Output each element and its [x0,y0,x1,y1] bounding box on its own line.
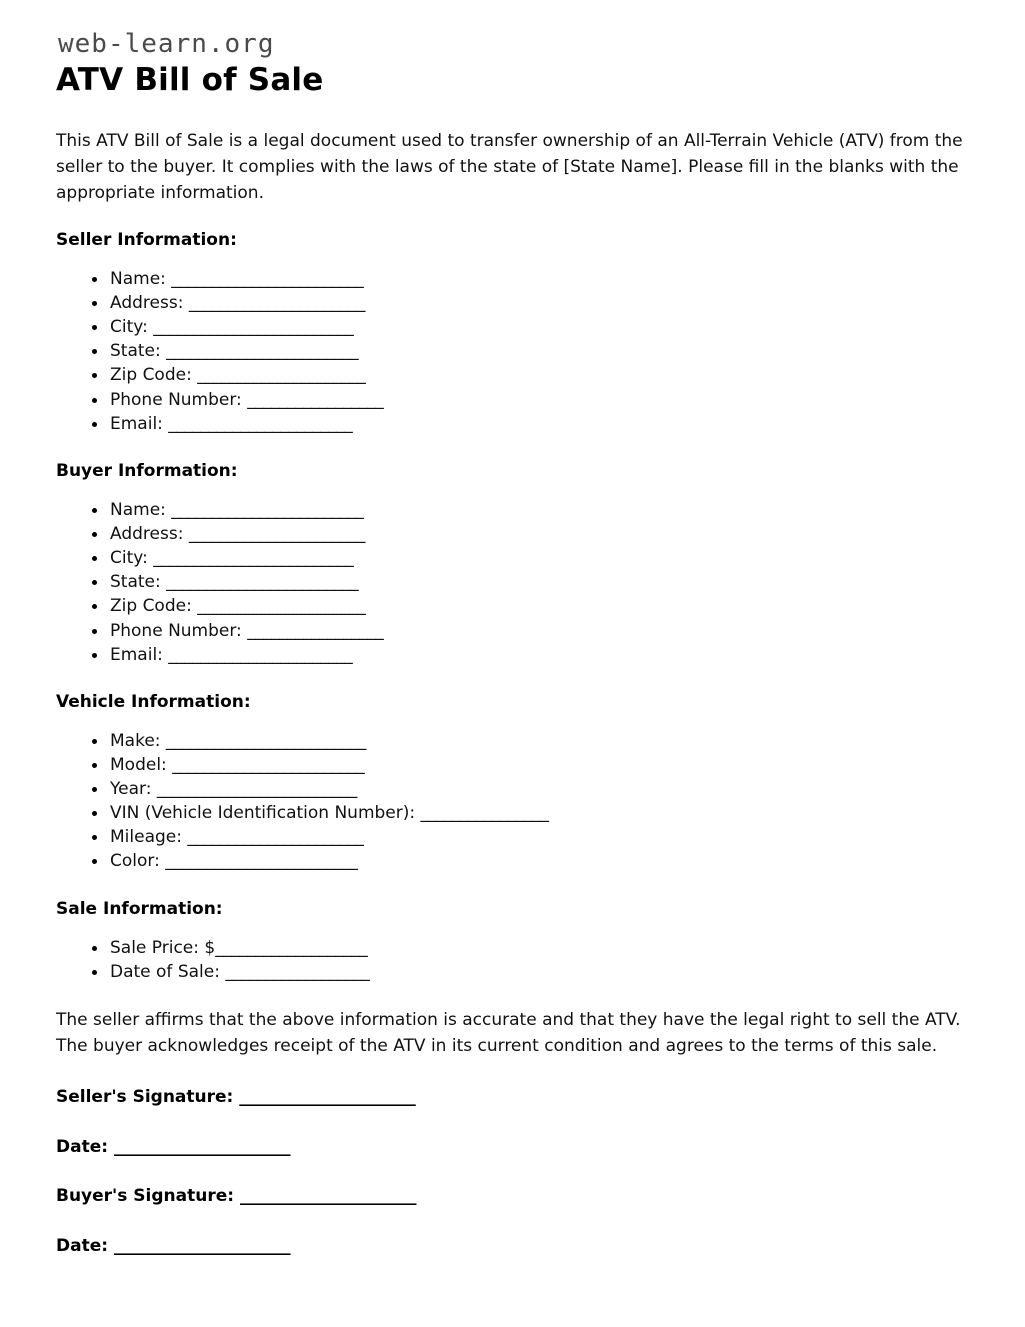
field-label: Email: [110,644,169,665]
field-blank[interactable]: ________________________ [172,754,365,775]
intro-paragraph: This ATV Bill of Sale is a legal document used to transfer ownership of an All-Terrain Vehicle (ATV) from the seller to the buyer. It complies with the laws of the state of [State Name]. Please fill in the blanks with the appropriate information. [56,131,963,203]
field-blank[interactable]: ___________________ [215,937,368,958]
field-blank[interactable]: ________________________ [171,268,364,289]
field-label: VIN (Vehicle Identification Number): [110,803,421,824]
seller-signature-blank[interactable]: ______________________ [239,1086,416,1107]
field-blank[interactable]: _________________ [247,620,384,641]
field-blank[interactable]: _________________________ [153,548,354,569]
field-blank[interactable]: _______________________ [168,644,353,665]
page-title: ATV Bill of Sale [56,61,324,98]
buyer-signature-label: Buyer's Signature: [56,1186,240,1207]
list-item [92,753,965,777]
field-blank[interactable]: _________________________ [156,779,357,800]
list-item [92,777,965,801]
field-blank[interactable]: _________________________ [165,730,366,751]
field-blank[interactable]: ______________________ [187,827,364,848]
closing-paragraph: The seller affirms that the above information is accurate and that they have the legal right to sell the ATV. The buyer acknowledges receipt of the ATV in its current condition and agrees to the terms of this sale. [56,1009,961,1056]
buyer-date-line [56,1235,965,1258]
buyer-date-label: Date: [56,1236,114,1257]
field-label: Address: [110,524,189,545]
field-list [56,936,965,984]
field-blank[interactable]: ______________________ [188,293,365,314]
field-blank[interactable]: ________________________ [166,341,359,362]
field-label: Zip Code: [110,365,198,386]
field-label: State: [110,572,167,593]
seller-date-label: Date: [56,1136,114,1157]
seller-signature-label: Seller's Signature: [56,1086,240,1107]
list-item [92,825,965,849]
field-label: Zip Code: [110,596,198,617]
field-blank[interactable]: ________________________ [165,851,358,872]
field-blank[interactable]: _____________________ [197,596,366,617]
field-blank[interactable]: _________________ [247,389,384,410]
field-blank[interactable]: _____________________ [197,365,366,386]
field-blank[interactable]: ________________ [420,803,549,824]
seller-signature-line [56,1086,965,1109]
sections-container [56,229,965,984]
list-item [92,388,965,412]
field-label: Mileage: [110,827,188,848]
field-list [56,498,965,667]
field-blank[interactable]: ______________________ [188,524,365,545]
field-label: City: [110,317,154,338]
field-label: Name: [110,499,172,520]
list-item [92,315,965,339]
list-item [92,729,965,753]
list-item [92,960,965,984]
list-item [92,498,965,522]
field-label: Name: [110,268,172,289]
list-item [92,412,965,436]
list-item [92,363,965,387]
section-heading: Sale Information: [56,898,223,919]
field-label: Email: [110,413,169,434]
list-item [92,801,965,825]
field-label: Model: [110,754,173,775]
field-label: Date of Sale: [110,961,226,982]
site-brand: web-learn.org [58,29,275,59]
list-item [92,936,965,960]
field-list [56,729,965,874]
section-heading: Buyer Information: [56,460,238,481]
section-seller-information [56,229,965,436]
list-item [92,594,965,618]
buyer-signature-line [56,1185,965,1208]
field-blank[interactable]: _______________________ [168,413,353,434]
field-blank[interactable]: _________________________ [153,317,354,338]
section-buyer-information [56,460,965,667]
field-label: State: [110,341,167,362]
list-item [92,849,965,873]
field-blank[interactable]: ________________________ [171,499,364,520]
list-item [92,546,965,570]
list-item [92,339,965,363]
field-label: Phone Number: [110,389,248,410]
section-heading: Seller Information: [56,229,237,250]
section-vehicle-information [56,691,965,874]
list-item [92,267,965,291]
buyer-date-blank[interactable]: ______________________ [113,1236,290,1257]
field-label: Color: [110,851,166,872]
section-sale-information [56,898,965,984]
field-blank[interactable]: ________________________ [166,572,359,593]
field-label: Phone Number: [110,620,248,641]
list-item [92,619,965,643]
list-item [92,570,965,594]
section-heading: Vehicle Information: [56,691,251,712]
list-item [92,291,965,315]
buyer-signature-blank[interactable]: ______________________ [239,1186,416,1207]
signature-block [56,1086,965,1259]
list-item [92,643,965,667]
seller-date-line [56,1136,965,1159]
field-label: Address: [110,293,189,314]
field-label: Make: [110,730,166,751]
seller-date-blank[interactable]: ______________________ [113,1136,290,1157]
field-label: Sale Price: $ [110,937,216,958]
field-label: Year: [110,779,157,800]
field-list [56,267,965,436]
list-item [92,522,965,546]
field-blank[interactable]: __________________ [225,961,370,982]
field-label: City: [110,548,154,569]
